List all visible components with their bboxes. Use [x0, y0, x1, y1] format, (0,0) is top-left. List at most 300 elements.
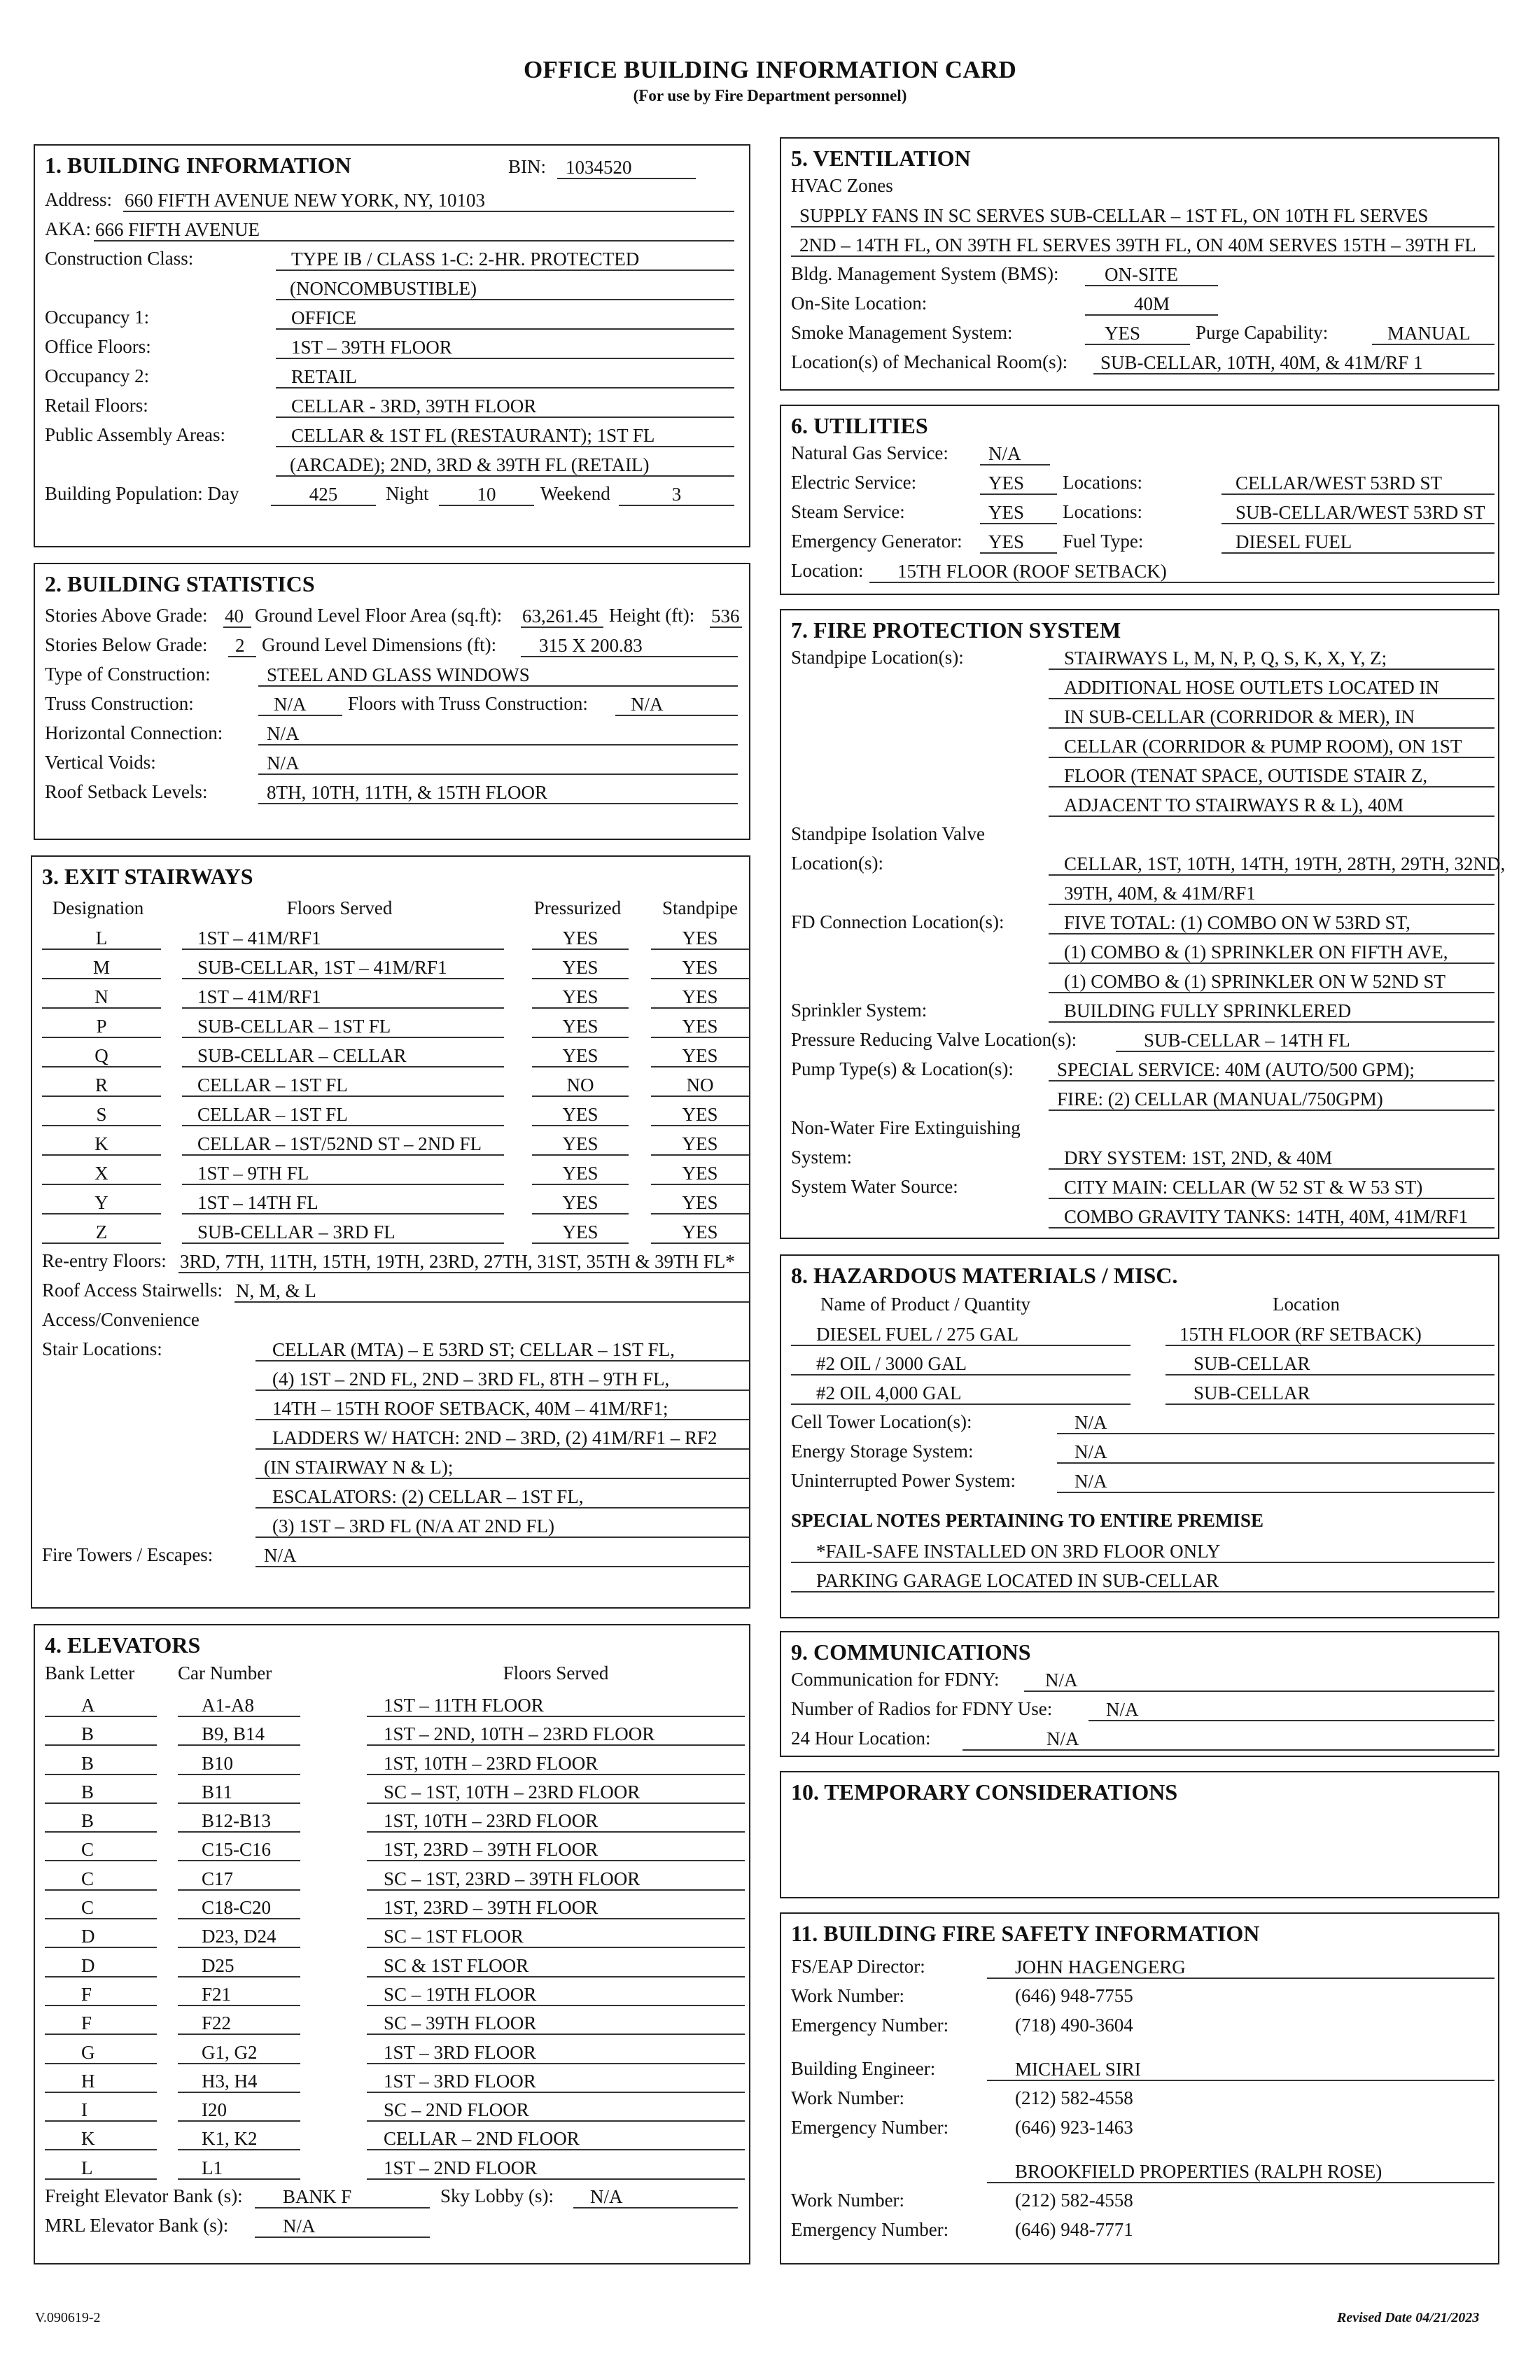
- form-row: [791, 1025, 1488, 1054]
- column-header: Floors Served: [503, 1662, 609, 1684]
- field-value: 666 FIFTH AVENUE: [94, 218, 734, 241]
- table-cell: YES: [651, 1161, 749, 1185]
- mrl-label: MRL Elevator Bank (s):: [45, 2215, 229, 2236]
- table-row: [42, 923, 739, 952]
- table-row: [42, 1099, 739, 1128]
- table-cell: 1ST, 10TH – 23RD FLOOR: [367, 1809, 745, 1833]
- cell-tower: N/A: [1057, 1410, 1494, 1434]
- section-title: 4. ELEVATORS: [45, 1632, 201, 1658]
- population-weekend-label: Weekend: [540, 483, 610, 504]
- gas-label: Natural Gas Service:: [791, 442, 948, 463]
- form-row: [45, 420, 739, 449]
- form-row: [791, 1113, 1488, 1142]
- field-value: RETAIL: [276, 365, 734, 388]
- non-water-label: System:: [791, 1147, 853, 1168]
- form-row: [791, 907, 1488, 937]
- emergency-number-label: Emergency Number:: [791, 2015, 949, 2036]
- table-row: [45, 2094, 739, 2123]
- table-cell: Y: [42, 1191, 161, 1214]
- table-row: [42, 1217, 739, 1246]
- table-cell: R: [42, 1073, 161, 1097]
- table-cell: G: [45, 2040, 157, 2064]
- table-cell: G1, G2: [178, 2040, 300, 2064]
- sky-lobby-label: Sky Lobby (s):: [440, 2185, 554, 2207]
- column-header: Designation: [52, 897, 144, 918]
- stair-location-line: 14TH – 15TH ROOF SETBACK, 40M – 41M/RF1;: [255, 1396, 749, 1420]
- table-row: [45, 1805, 739, 1834]
- field-value: DRY SYSTEM: 1ST, 2ND, & 40M: [1049, 1146, 1494, 1170]
- hvac-line-1: SUPPLY FANS IN SC SERVES SUB-CELLAR – 1ST FL, ON 10TH FL SERVES: [791, 204, 1494, 227]
- form-row: [42, 1334, 739, 1364]
- table-row: [45, 1777, 739, 1805]
- table-row: [45, 2066, 739, 2094]
- field-value: ADJACENT TO STAIRWAYS R & L), 40M: [1049, 793, 1494, 817]
- work-number-label: Work Number:: [791, 2190, 905, 2211]
- section-title: 10. TEMPORARY CONSIDERATIONS: [791, 1779, 1178, 1805]
- field-value: CELLAR & 1ST FL (RESTAURANT); 1ST FL: [276, 424, 734, 447]
- column-header: Floors Served: [286, 897, 393, 918]
- table-cell: YES: [651, 1220, 749, 1244]
- form-row: [791, 1054, 1488, 1084]
- table-cell: 15TH FLOOR (RF SETBACK): [1166, 1322, 1494, 1346]
- freight-bank: BANK F: [255, 2185, 430, 2208]
- table-row: [45, 1950, 739, 1979]
- table-cell: CELLAR – 2ND FLOOR: [367, 2127, 745, 2150]
- table-cell: SC – 39TH FLOOR: [367, 2011, 745, 2035]
- emergency-number-label: Emergency Number:: [791, 2117, 949, 2138]
- building-info-rows: [45, 185, 739, 479]
- table-cell: 1ST – 2ND, 10TH – 23RD FLOOR: [367, 1722, 745, 1746]
- radios: N/A: [1088, 1698, 1494, 1721]
- ups-label: Uninterrupted Power System:: [791, 1470, 1016, 1491]
- sprinkler-label: Sprinkler System:: [791, 1000, 927, 1021]
- form-row: [42, 1393, 739, 1422]
- stair-location-line: (4) 1ST – 2ND FL, 2ND – 3RD FL, 8TH – 9TH FL,: [255, 1367, 749, 1391]
- form-row: [791, 1172, 1488, 1201]
- section-building-statistics: [34, 563, 750, 840]
- table-cell: L1: [178, 2156, 300, 2180]
- hazmat-rows: [791, 1319, 1488, 1407]
- revised-date: Revised Date 04/21/2023: [1337, 2310, 1480, 2325]
- table-cell: D23, D24: [178, 1924, 300, 1948]
- form-row: [45, 361, 739, 391]
- column-header: Car Number: [178, 1662, 272, 1684]
- table-cell: SC – 2ND FLOOR: [367, 2098, 745, 2122]
- table-row: [45, 2037, 739, 2066]
- electric-locations-label: Locations:: [1063, 472, 1142, 493]
- table-cell: P: [42, 1014, 161, 1038]
- field-value: CELLAR - 3RD, 39TH FLOOR: [276, 394, 734, 418]
- form-row: [45, 449, 739, 479]
- form-row: [45, 391, 739, 420]
- form-row: [791, 1142, 1488, 1172]
- stories-above-label: Stories Above Grade:: [45, 605, 208, 626]
- engineer-label: Building Engineer:: [791, 2058, 936, 2079]
- work-number-label: Work Number:: [791, 1985, 905, 2006]
- floor-area-label: Ground Level Floor Area (sq.ft):: [255, 605, 503, 626]
- table-cell: NO: [532, 1073, 629, 1097]
- table-cell: YES: [651, 1044, 749, 1068]
- table-cell: YES: [532, 1014, 629, 1038]
- table-cell: M: [42, 955, 161, 979]
- table-cell: SUB-CELLAR, 1ST – 41M/RF1: [182, 955, 504, 979]
- field-value: (1) COMBO & (1) SPRINKLER ON FIFTH AVE,: [1049, 940, 1494, 964]
- population-weekend: 3: [619, 482, 734, 506]
- field-label: Office Floors:: [45, 336, 151, 357]
- field-value: FLOOR (TENAT SPACE, OUTISDE STAIR Z,: [1049, 764, 1494, 788]
- roof-access-label: Roof Access Stairwells:: [42, 1280, 223, 1301]
- section-title: 1. BUILDING INFORMATION: [45, 153, 351, 178]
- column-header: Bank Letter: [45, 1662, 135, 1684]
- form-row: [791, 672, 1488, 701]
- page-subtitle: (For use by Fire Department personnel): [633, 87, 907, 104]
- table-cell: SUB-CELLAR – CELLAR: [182, 1044, 504, 1068]
- gas-service: N/A: [980, 442, 1050, 465]
- page-title: OFFICE BUILDING INFORMATION CARD: [523, 56, 1017, 83]
- bms: ON-SITE: [1085, 262, 1218, 286]
- table-row: [42, 981, 739, 1011]
- roof-setback-label: Roof Setback Levels:: [45, 781, 208, 802]
- table-row: [42, 1011, 739, 1040]
- table-cell: 1ST – 41M/RF1: [182, 985, 504, 1009]
- table-cell: A1-A8: [178, 1693, 300, 1717]
- form-row: [45, 244, 739, 273]
- field-label: Retail Floors:: [45, 395, 148, 416]
- table-cell: 1ST – 3RD FLOOR: [367, 2040, 745, 2064]
- generator-location: 15TH FLOOR (ROOF SETBACK): [869, 559, 1494, 583]
- truss: N/A: [258, 692, 342, 716]
- roof-setback: 8TH, 10TH, 11TH, & 15TH FLOOR: [258, 780, 738, 804]
- stories-above: 40: [223, 604, 251, 628]
- table-cell: Q: [42, 1044, 161, 1068]
- onsite-location-label: On-Site Location:: [791, 293, 927, 314]
- table-row: [45, 1892, 739, 1921]
- freight-label: Freight Elevator Bank (s):: [45, 2185, 243, 2207]
- non-water-label: Non-Water Fire Extinguishing: [791, 1117, 1021, 1138]
- table-cell: 1ST, 10TH – 23RD FLOOR: [367, 1751, 745, 1775]
- mechanical-room-label: Location(s) of Mechanical Room(s):: [791, 351, 1068, 372]
- table-row: [45, 2152, 739, 2181]
- emergency-number: (718) 490-3604: [1015, 2015, 1133, 2036]
- table-row: [45, 1748, 739, 1777]
- prv-label: Pressure Reducing Valve Location(s):: [791, 1029, 1077, 1050]
- form-row: [42, 1422, 739, 1452]
- table-cell: 1ST – 41M/RF1: [182, 926, 504, 950]
- table-cell: SUB-CELLAR – 3RD FL: [182, 1220, 504, 1244]
- reentry-label: Re-entry Floors:: [42, 1250, 167, 1271]
- table-cell: YES: [651, 985, 749, 1009]
- truss-label: Truss Construction:: [45, 693, 194, 714]
- access-convenience-label: Access/Convenience: [42, 1309, 200, 1330]
- field-label: Occupancy 1:: [45, 307, 150, 328]
- table-cell: H3, H4: [178, 2069, 300, 2093]
- section-fire-protection: [780, 609, 1506, 1239]
- section-elevators: [34, 1624, 750, 2264]
- table-cell: YES: [532, 1044, 629, 1068]
- table-row: [42, 1158, 739, 1187]
- section-building-information: [34, 144, 750, 547]
- table-cell: 1ST – 9TH FL: [182, 1161, 504, 1185]
- table-cell: 1ST – 3RD FLOOR: [367, 2069, 745, 2093]
- stair-locations: [42, 1334, 739, 1540]
- table-cell: YES: [651, 955, 749, 979]
- table-cell: YES: [532, 955, 629, 979]
- table-cell: YES: [532, 1220, 629, 1244]
- table-cell: K: [42, 1132, 161, 1156]
- table-cell: SUB-CELLAR: [1166, 1352, 1494, 1376]
- table-cell: F: [45, 1982, 157, 2006]
- table-cell: D: [45, 1924, 157, 1948]
- table-cell: SC – 1ST, 23RD – 39TH FLOOR: [367, 1867, 745, 1891]
- field-value: ADDITIONAL HOSE OUTLETS LOCATED IN: [1049, 676, 1494, 699]
- field-label: Public Assembly Areas:: [45, 424, 225, 445]
- special-notes-title: SPECIAL NOTES PERTAINING TO ENTIRE PREMISE: [791, 1510, 1264, 1531]
- table-cell: B11: [178, 1780, 300, 1804]
- fire-protection-rows: [791, 643, 1506, 1231]
- field-value: (NONCOMBUSTIBLE): [276, 276, 734, 300]
- table-cell: SC – 1ST FLOOR: [367, 1924, 745, 1948]
- table-row: [42, 1128, 739, 1158]
- floor-area: 63,261.45: [521, 604, 603, 628]
- table-cell: I: [45, 2098, 157, 2122]
- table-cell: F22: [178, 2011, 300, 2035]
- stair-location-line: ESCALATORS: (2) CELLAR – 1ST FL,: [255, 1485, 749, 1508]
- table-cell: SUB-CELLAR: [1166, 1381, 1494, 1405]
- stair-location-line: (3) 1ST – 3RD FL (N/A AT 2ND FL): [255, 1514, 749, 1538]
- table-cell: C: [45, 1867, 157, 1891]
- cell-tower-label: Cell Tower Location(s):: [791, 1411, 972, 1432]
- card-header: [0, 56, 1540, 105]
- field-value: CELLAR, 1ST, 10TH, 14TH, 19TH, 28TH, 29TH, 32ND,: [1049, 852, 1494, 876]
- form-row: [42, 1364, 739, 1393]
- work-number-label: Work Number:: [791, 2087, 905, 2108]
- field-label: AKA:: [45, 218, 91, 239]
- section-title: 9. COMMUNICATIONS: [791, 1639, 1031, 1665]
- section-title: 11. BUILDING FIRE SAFETY INFORMATION: [791, 1921, 1260, 1946]
- column-header: Pressurized: [533, 897, 622, 918]
- table-cell: C: [45, 1837, 157, 1861]
- isolation-valve-label: Standpipe Isolation Valve: [791, 823, 985, 844]
- truss-floors: N/A: [615, 692, 738, 716]
- stair-location-line: LADDERS W/ HATCH: 2ND – 3RD, (2) 41M/RF1 – RF2: [255, 1426, 749, 1450]
- field-value: (1) COMBO & (1) SPRINKLER ON W 52ND ST: [1049, 969, 1494, 993]
- stories-below-label: Stories Below Grade:: [45, 634, 208, 655]
- table-cell: B12-B13: [178, 1809, 300, 1833]
- section-utilities: [780, 405, 1499, 595]
- form-row: [45, 302, 739, 332]
- table-cell: YES: [651, 1014, 749, 1038]
- table-row: [45, 1979, 739, 2008]
- table-row: [45, 2008, 739, 2036]
- table-cell: L: [45, 2156, 157, 2180]
- table-row: [791, 1319, 1488, 1348]
- field-value: 1ST – 39TH FLOOR: [276, 335, 734, 359]
- work-number: (646) 948-7755: [1015, 1985, 1133, 2006]
- fs-director: JOHN HAGENGERG: [987, 1955, 1494, 1979]
- energy-storage-label: Energy Storage System:: [791, 1441, 974, 1462]
- field-label: Address:: [45, 189, 112, 210]
- form-row: [791, 790, 1488, 819]
- generator-location-label: Location:: [791, 560, 864, 581]
- table-cell: B: [45, 1722, 157, 1746]
- section-title: 5. VENTILATION: [791, 146, 971, 171]
- vertical-voids: N/A: [258, 751, 738, 775]
- field-value: TYPE IB / CLASS 1-C: 2-HR. PROTECTED: [276, 247, 734, 271]
- generator: YES: [980, 530, 1057, 554]
- table-cell: B: [45, 1751, 157, 1775]
- steam-service: YES: [980, 500, 1057, 524]
- electric-service: YES: [980, 471, 1057, 495]
- section-title: 8. HAZARDOUS MATERIALS / MISC.: [791, 1263, 1178, 1288]
- table-cell: SC & 1ST FLOOR: [367, 1954, 745, 1977]
- population-day: 425: [271, 482, 376, 506]
- form-row: [791, 1201, 1488, 1231]
- stories-below: 2: [228, 634, 256, 657]
- field-value: IN SUB-CELLAR (CORRIDOR & MER), IN: [1049, 705, 1494, 729]
- mechanical-rooms: SUB-CELLAR, 10TH, 40M, & 41M/RF 1: [1093, 351, 1494, 374]
- 24-hour-location: N/A: [962, 1727, 1494, 1751]
- section-title: 6. UTILITIES: [791, 413, 928, 438]
- form-row: [42, 1511, 739, 1540]
- special-note: *FAIL-SAFE INSTALLED ON 3RD FLOOR ONLY: [791, 1539, 1494, 1563]
- water-source-label: System Water Source:: [791, 1176, 958, 1197]
- emergency-number: (646) 923-1463: [1015, 2117, 1133, 2138]
- isolation-valve-label: Location(s):: [791, 853, 883, 874]
- table-cell: F: [45, 2011, 157, 2035]
- field-value: FIVE TOTAL: (1) COMBO ON W 53RD ST,: [1049, 911, 1494, 934]
- smoke-management: YES: [1085, 321, 1190, 345]
- fuel-type-label: Fuel Type:: [1063, 531, 1144, 552]
- population-night: 10: [439, 482, 534, 506]
- form-row: [791, 731, 1488, 760]
- purge-label: Purge Capability:: [1196, 322, 1329, 343]
- 24-hour-location-label: 24 Hour Location:: [791, 1728, 931, 1749]
- population-night-label: Night: [386, 483, 429, 504]
- field-value: (ARCADE); 2ND, 3RD & 39TH FL (RETAIL): [276, 453, 734, 477]
- table-row: [42, 1040, 739, 1070]
- table-cell: C: [45, 1896, 157, 1919]
- table-row: [45, 1863, 739, 1892]
- form-row: [45, 185, 739, 214]
- pump-label: Pump Type(s) & Location(s):: [791, 1058, 1014, 1079]
- table-cell: K1, K2: [178, 2127, 300, 2150]
- table-row: [791, 1348, 1488, 1378]
- field-label: Occupancy 2:: [45, 365, 150, 386]
- table-cell: D25: [178, 1954, 300, 1977]
- purge-capability: MANUAL: [1372, 321, 1494, 345]
- height: 536: [710, 604, 742, 628]
- table-cell: I20: [178, 2098, 300, 2122]
- field-value: 39TH, 40M, & 41M/RF1: [1049, 881, 1494, 905]
- form-row: [791, 643, 1488, 672]
- table-cell: A: [45, 1693, 157, 1717]
- table-cell: SUB-CELLAR – 1ST FL: [182, 1014, 504, 1038]
- table-cell: YES: [532, 985, 629, 1009]
- table-row: [45, 1718, 739, 1747]
- table-cell: S: [42, 1102, 161, 1126]
- mrl-bank: N/A: [255, 2214, 430, 2238]
- table-cell: YES: [651, 1102, 749, 1126]
- height-label: Height (ft):: [609, 605, 695, 626]
- table-row: [42, 1070, 739, 1099]
- table-cell: NO: [651, 1073, 749, 1097]
- bms-label: Bldg. Management System (BMS):: [791, 263, 1059, 284]
- table-cell: #2 OIL 4,000 GAL: [791, 1381, 1130, 1405]
- fire-towers-label: Fire Towers / Escapes:: [42, 1544, 214, 1565]
- table-row: [45, 1690, 739, 1718]
- field-value: FIRE: (2) CELLAR (MANUAL/750GPM): [1049, 1087, 1494, 1111]
- table-row: [45, 1921, 739, 1949]
- steam-locations-label: Locations:: [1063, 501, 1142, 522]
- form-row: [42, 1481, 739, 1511]
- table-cell: SC – 1ST, 10TH – 23RD FLOOR: [367, 1780, 745, 1804]
- communication-label: Communication for FDNY:: [791, 1669, 1000, 1690]
- table-cell: YES: [532, 1132, 629, 1156]
- fuel-type: DIESEL FUEL: [1222, 530, 1494, 554]
- stair-locations-label: Stair Locations:: [42, 1338, 162, 1359]
- form-row: [791, 848, 1506, 878]
- truss-floors-label: Floors with Truss Construction:: [348, 693, 588, 714]
- table-cell: YES: [532, 1191, 629, 1214]
- stair-location-line: (IN STAIRWAY N & L);: [255, 1455, 749, 1479]
- field-value: CITY MAIN: CELLAR (W 52 ST & W 53 ST): [1049, 1175, 1494, 1199]
- form-row: [45, 273, 739, 302]
- sky-lobby: N/A: [573, 2185, 738, 2208]
- steam-label: Steam Service:: [791, 501, 905, 522]
- steam-locations: SUB-CELLAR/WEST 53RD ST: [1222, 500, 1494, 524]
- table-cell: YES: [651, 926, 749, 950]
- vertical-voids-label: Vertical Voids:: [45, 752, 156, 773]
- hvac-label: HVAC Zones: [791, 175, 893, 196]
- field-value: BUILDING FULLY SPRINKLERED: [1049, 999, 1494, 1023]
- table-cell: C18-C20: [178, 1896, 300, 1919]
- table-cell: 1ST, 23RD – 39TH FLOOR: [367, 1837, 745, 1861]
- table-cell: DIESEL FUEL / 275 GAL: [791, 1322, 1130, 1346]
- bin-value: 1034520: [557, 155, 696, 179]
- table-row: [45, 1834, 739, 1863]
- horizontal-connection-label: Horizontal Connection:: [45, 722, 223, 743]
- standpipe-label: Standpipe Location(s):: [791, 647, 964, 668]
- table-cell: #2 OIL / 3000 GAL: [791, 1352, 1130, 1376]
- table-cell: B9, B14: [178, 1722, 300, 1746]
- dimensions-label: Ground Level Dimensions (ft):: [262, 634, 497, 655]
- table-cell: C17: [178, 1867, 300, 1891]
- property-manager: BROOKFIELD PROPERTIES (RALPH ROSE): [987, 2160, 1494, 2183]
- table-cell: YES: [532, 926, 629, 950]
- section-hazardous-materials: [780, 1254, 1499, 1618]
- form-row: [42, 1452, 739, 1481]
- table-cell: 1ST, 23RD – 39TH FLOOR: [367, 1896, 745, 1919]
- table-cell: CELLAR – 1ST FL: [182, 1102, 504, 1126]
- construction-type-label: Type of Construction:: [45, 664, 211, 685]
- work-number: (212) 582-4558: [1015, 2190, 1133, 2211]
- form-row: [791, 995, 1488, 1025]
- field-value: COMBO GRAVITY TANKS: 14TH, 40M, 41M/RF1: [1049, 1205, 1494, 1228]
- fire-towers: N/A: [255, 1544, 749, 1567]
- horizontal-connection: N/A: [258, 722, 738, 746]
- table-cell: YES: [651, 1132, 749, 1156]
- fd-connection-label: FD Connection Location(s):: [791, 911, 1004, 932]
- form-row: [791, 760, 1488, 790]
- emergency-number-label: Emergency Number:: [791, 2219, 949, 2240]
- construction-type: STEEL AND GLASS WINDOWS: [258, 663, 738, 687]
- table-row: [42, 1187, 739, 1217]
- electric-locations: CELLAR/WEST 53RD ST: [1222, 471, 1494, 495]
- form-row: [45, 332, 739, 361]
- field-value: SPECIAL SERVICE: 40M (AUTO/500 GPM);: [1049, 1058, 1494, 1082]
- form-row: [791, 937, 1488, 966]
- table-cell: SC – 19TH FLOOR: [367, 1982, 745, 2006]
